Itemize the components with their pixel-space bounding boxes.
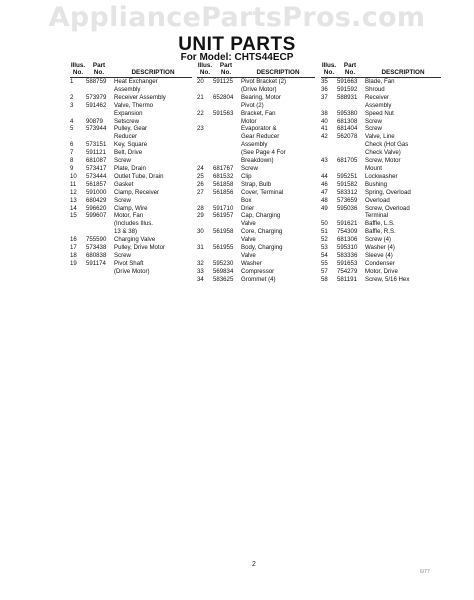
part-number: 681087 [86,157,107,165]
illus-number: 3 [70,101,74,109]
parts-list [70,78,192,276]
part-row [321,197,441,205]
part-number: 595036 [337,204,358,212]
part-description: Baffle, R.S. [365,228,396,236]
part-row [321,118,441,126]
part-description: Heat Exchanger Assembly [114,78,158,93]
parts-column-1 [70,62,192,276]
part-row [321,78,441,86]
part-number: 591121 [86,149,106,157]
part-description: Speed Nut [365,109,394,117]
part-row [70,78,192,94]
illus-number: 47 [321,188,328,196]
part-description: Bearing, Motor Pivot (2) [241,93,281,109]
illus-number: 58 [321,275,328,283]
part-number: 755590 [86,236,107,244]
part-row [70,260,192,276]
header-illus-no-text: Illus. No. [70,62,86,76]
illus-number: 54 [321,251,328,259]
part-description: Clip [241,172,252,180]
part-row [70,165,192,173]
illus-number: 55 [321,259,328,267]
part-row [197,212,315,228]
part-number: 591563 [213,109,234,117]
part-number: 599607 [86,212,107,220]
part-row [321,133,441,157]
illus-number: 32 [197,259,204,267]
part-row [321,157,441,173]
part-number: 573659 [337,196,358,204]
part-row [197,181,315,189]
column-header [321,62,441,78]
illus-number: 26 [197,180,204,188]
part-number: 652804 [213,93,234,101]
part-row [197,173,315,181]
part-description: Overload [365,196,390,204]
illus-number: 34 [197,275,204,283]
part-number: 573417 [86,164,107,172]
part-description: Cap, Charging Valve [241,212,281,228]
part-number: 680429 [86,196,107,204]
parts-list [197,78,315,284]
part-number: 754279 [337,267,358,275]
part-number: 681306 [337,236,358,244]
part-row [70,236,192,244]
header-part-no [213,62,239,76]
illus-number: 11 [70,180,77,188]
header-rule [70,77,192,78]
illus-number: 30 [197,228,204,236]
illus-number: 49 [321,204,328,212]
part-row [197,276,315,284]
corner-code: 6/77 [420,569,430,575]
part-row [197,165,315,173]
part-row [321,173,441,181]
part-number: 591582 [337,180,358,188]
part-description: Strap, Bulb [241,180,272,188]
part-description: Washer (4) [365,244,395,252]
part-description: Blade, Fan [365,78,395,85]
part-description: Drier [241,204,255,212]
part-row [70,141,192,149]
part-row [70,205,192,213]
header-description: DESCRIPTION [381,69,425,76]
part-row [70,149,192,157]
part-row [197,244,315,260]
part-description: Compressor [241,267,275,275]
part-description: Pulley, Drive Motor [114,244,166,252]
illus-number: 33 [197,267,204,275]
illus-number: 24 [197,164,204,172]
part-row [321,205,441,221]
illus-number: 35 [321,78,328,85]
header-part-no-text: Part No. [343,62,357,76]
header-part-no [337,62,363,76]
part-number: 595310 [337,244,358,252]
part-description: Charging Valve [114,236,156,244]
part-row [70,197,192,205]
part-number: 591000 [86,188,107,196]
illus-number: 29 [197,212,204,220]
part-row [70,244,192,252]
part-row [321,260,441,268]
part-description: Valve, Thermo Expansion [114,101,154,117]
part-description: Spring, Overload [365,188,411,196]
part-description: Pivot Shaft (Drive Motor) [114,259,150,275]
illus-number: 19 [70,259,77,267]
part-description: Key, Square [114,141,148,149]
part-number: 581191 [337,275,357,283]
part-description: Valve, Line Check (Hot Gas Check Valve) [365,133,409,157]
illus-number: 20 [197,78,204,85]
header-description: DESCRIPTION [256,69,300,76]
illus-number: 50 [321,220,328,228]
part-number: 596620 [86,204,107,212]
part-number: 591592 [337,85,358,93]
illus-number: 13 [70,196,77,204]
part-description: Screw [114,251,131,259]
part-number: 588759 [86,78,107,85]
part-description: Clamp, Receiver [114,188,160,196]
part-description: Shroud [365,85,385,93]
header-rule [197,77,315,78]
watermark: AppliancePartsPros.com [48,2,426,33]
illus-number: 51 [321,228,328,236]
illus-number: 14 [70,204,77,212]
part-description: Screw (4) [365,236,392,244]
part-description: Body, Charging Valve [241,244,283,259]
part-description: Bushing [365,180,388,188]
part-row [197,189,315,205]
header-part-no-text: Part No. [92,62,106,76]
part-description: Setscrew [114,117,140,125]
header-illus-no [70,62,86,76]
illus-number: 28 [197,204,204,212]
part-description: Pivot Bracket (2) (Drive Motor) [241,78,287,93]
part-row [321,86,441,94]
part-number: 573944 [86,125,107,133]
part-description: Clamp, Wire [114,204,148,212]
part-description: Screw [114,157,131,165]
part-description: Baffle, L.S. [365,220,395,228]
part-row [321,276,441,284]
part-description: Belt, Drive [114,149,143,157]
part-description: Core, Charging Valve [241,228,283,244]
header-rule [321,77,441,78]
part-row [321,244,441,252]
part-number: 561957 [213,212,234,220]
part-description: Motor, Drive [365,267,398,275]
part-row [70,181,192,189]
part-row [321,252,441,260]
illus-number: 4 [70,117,74,125]
part-number: 681705 [337,157,358,165]
part-number: 681308 [337,117,358,125]
part-row [197,110,315,126]
part-description: Screw, 5/16 Hex [365,275,410,283]
part-number: 583312 [337,188,358,196]
part-row [321,228,441,236]
part-description: Bracket, Fan Motor [241,109,276,125]
part-number: 562078 [337,133,358,141]
part-row [321,268,441,276]
part-row [321,110,441,118]
part-number: 573151 [86,141,107,149]
part-description: Cover, Terminal Box [241,188,284,204]
part-row [70,252,192,260]
parts-column-3 [321,62,441,284]
illus-number: 10 [70,172,77,180]
part-description: Screw [365,117,382,125]
part-row [321,125,441,133]
part-number: 561958 [213,228,234,236]
part-description: Pulley, Gear Reducer [114,125,148,141]
header-illus-no [321,62,337,76]
illus-number: 1 [70,78,74,85]
header-part-no-text: Part No. [219,62,233,76]
part-number: 569834 [213,267,234,275]
illus-number: 23 [197,125,204,133]
illus-number: 57 [321,267,328,275]
part-description: Evaporator & Gear Reducer Assembly (See Page 4 For Breakdown) [241,125,286,165]
part-number: 561856 [213,188,234,196]
part-description: Lockwasher [365,172,398,180]
part-description: Motor, Fan (Includes Illus. 13 & 38) [114,212,153,236]
part-description: Receiver Assembly [365,93,392,109]
part-number: 591663 [337,78,358,85]
part-row [321,189,441,197]
illus-number: 2 [70,93,74,101]
part-number: 681404 [337,125,358,133]
part-description: Outlet Tube, Drain [114,172,164,180]
illus-number: 43 [321,157,328,165]
part-description: Screw [365,125,382,133]
part-row [70,157,192,165]
illus-number: 44 [321,172,328,180]
part-description: Grommet (4) [241,275,276,283]
parts-column-2 [197,62,315,284]
part-number: 681767 [213,164,234,172]
page-number: 2 [252,561,256,568]
illus-number: 53 [321,244,328,252]
header-part-no [86,62,112,76]
part-number: 591462 [86,101,107,109]
part-row [70,173,192,181]
part-number: 591125 [213,78,233,85]
illus-number: 7 [70,149,74,157]
page-title: UNIT PARTS [178,34,296,55]
column-header [197,62,315,78]
part-number: 583336 [337,251,358,259]
illus-number: 41 [321,125,328,133]
header-illus-no [197,62,213,76]
part-description: Screw [241,164,258,172]
header-illus-no-text: Illus. No. [321,62,337,76]
part-number: 588931 [337,93,358,101]
part-number: 591710 [213,204,234,212]
part-number: 573979 [86,93,107,101]
part-number: 595380 [337,109,358,117]
part-description: Receiver Assembly [114,93,166,101]
header-illus-no-text: Illus. No. [197,62,213,76]
part-description: Washer [241,259,262,267]
part-number: 595230 [213,259,234,267]
part-row [197,260,315,268]
illus-number: 40 [321,117,328,125]
part-number: 680838 [86,251,107,259]
part-row [197,205,315,213]
part-description: Plate, Drain [114,164,146,172]
part-number: 754309 [337,228,358,236]
illus-number: 25 [197,172,204,180]
part-row [197,268,315,276]
part-row [321,236,441,244]
illus-number: 38 [321,109,328,117]
part-number: 591174 [86,259,106,267]
header-description: DESCRIPTION [131,69,175,76]
part-number: 573438 [86,244,107,252]
part-number: 583625 [213,275,234,283]
illus-number: 12 [70,188,77,196]
part-description: Condenser [365,259,395,267]
part-row [321,94,441,110]
part-row [321,220,441,228]
part-number: 681532 [213,172,234,180]
illus-number: 22 [197,109,204,117]
column-header [70,62,192,78]
illus-number: 17 [70,244,77,252]
part-row [197,78,315,94]
illus-number: 18 [70,251,77,259]
illus-number: 36 [321,85,328,93]
part-description: Screw, Overload Terminal [365,204,410,220]
part-number: 90879 [86,117,103,125]
illus-number: 21 [197,93,204,101]
illus-number: 52 [321,236,328,244]
illus-number: 15 [70,212,77,220]
part-number: 591653 [337,259,358,267]
part-description: Sleeve (4) [365,251,393,259]
part-description: Screw [114,196,131,204]
illus-number: 42 [321,133,328,141]
part-row [197,94,315,110]
illus-number: 16 [70,236,77,244]
part-number: 573444 [86,172,107,180]
part-row [321,181,441,189]
part-row [70,125,192,141]
part-row [70,118,192,126]
part-number: 591621 [337,220,358,228]
illus-number: 46 [321,180,328,188]
part-row [70,212,192,236]
illus-number: 9 [70,164,74,172]
illus-number: 27 [197,188,204,196]
part-number: 595251 [337,172,358,180]
part-number: 561858 [213,180,234,188]
part-row [70,189,192,197]
illus-number: 37 [321,93,328,101]
part-row [197,228,315,244]
part-description: Gasket [114,180,134,188]
illus-number: 5 [70,125,74,133]
part-row [197,125,315,165]
model-subtitle: For Model: CHTS44ECP [180,52,294,63]
part-number: 561955 [213,244,234,252]
parts-list [321,78,441,284]
part-row [70,94,192,102]
part-description: Screw, Motor Mount [365,157,401,172]
illus-number: 8 [70,157,74,165]
part-row [70,102,192,118]
illus-number: 31 [197,244,204,252]
illus-number: 48 [321,196,328,204]
illus-number: 6 [70,141,74,149]
part-number: 561857 [86,180,107,188]
